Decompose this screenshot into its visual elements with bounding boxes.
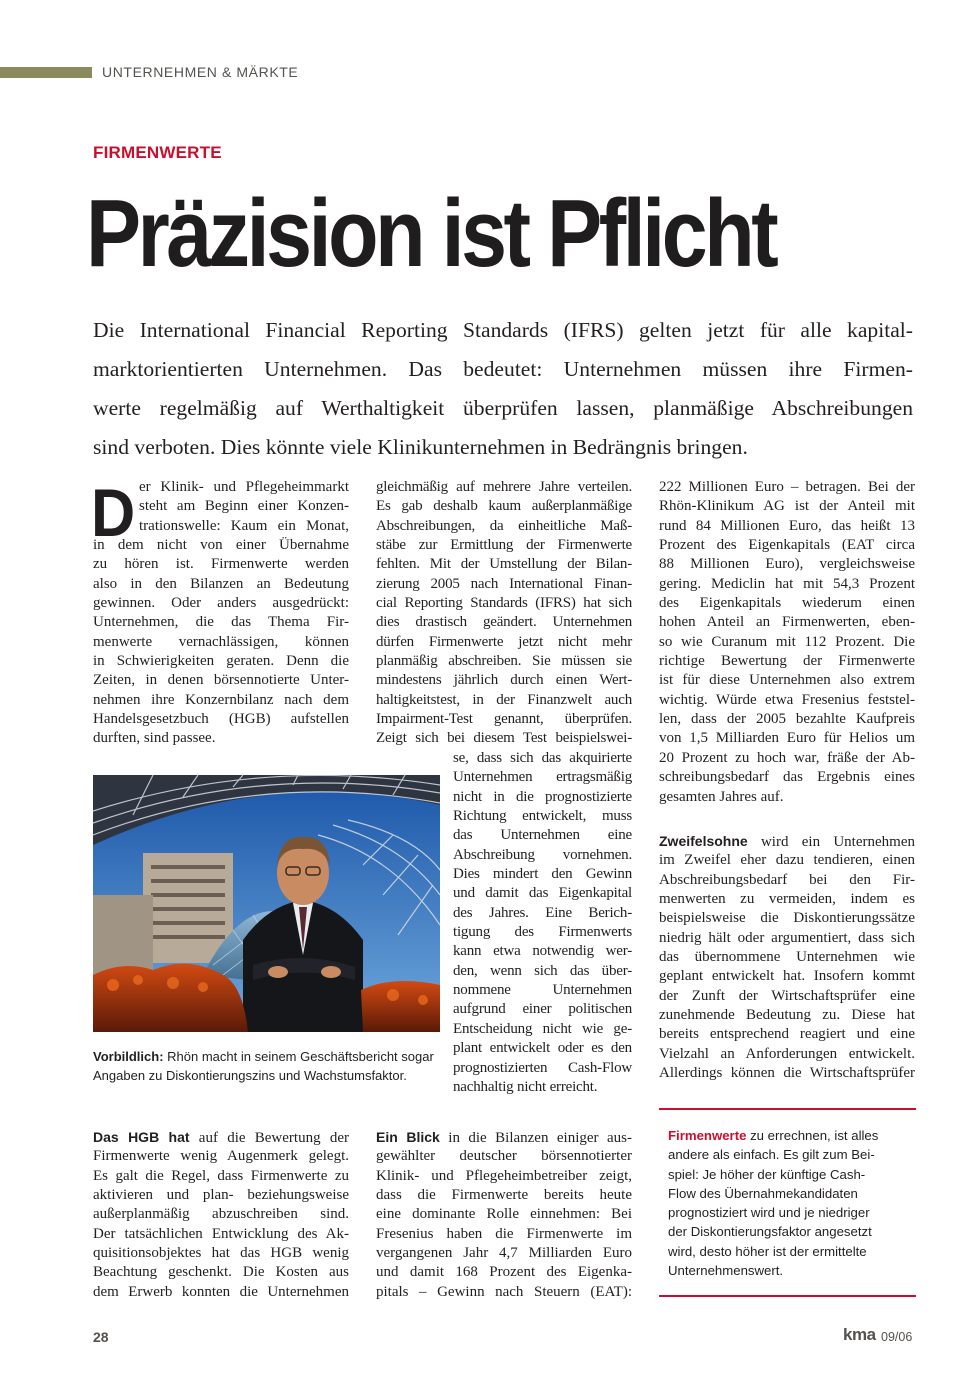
body-line: trationswelle: Kaum ein Monat, (139, 517, 349, 534)
sidebar-line: Flow des Übernahmekandidaten (668, 1185, 858, 1201)
body-line: richtige Bewertung der Firmenwerte (659, 653, 915, 670)
body-line: se, dass sich das akquirierte (453, 750, 632, 766)
body-line: plant entwickelt oder es den (453, 1040, 632, 1057)
body-line: menwerte vernachlässigen, können (93, 633, 349, 650)
body-line: rund 84 Millionen Euro, das heißt 13 (659, 517, 915, 534)
body-line: zierung 2005 nach International Finan- (376, 575, 632, 592)
body-line: aktivieren und plan- beziehungsweise (93, 1187, 349, 1204)
body-line: gesamten Jahres auf. (659, 788, 784, 805)
body-line: gewinnen. Oder anders ausgedrückt: (93, 595, 349, 612)
body-line: Rhön-Klinikum AG ist der Anteil mit (659, 498, 915, 515)
body-line: planmäßig abschreiben. Sie müssen sie (376, 653, 632, 670)
body-line: im Zweifel eher dazu tendieren, einen (659, 852, 915, 869)
body-line: zu hören ist. Firmenwerte werden (93, 556, 349, 573)
body-line: und damit das Eigenkapital (453, 885, 632, 902)
body-line: bereits entsprechend reagiert und eine (659, 1026, 915, 1043)
body-line: Allerdings können die Wirtschaftsprüfer (659, 1065, 915, 1082)
body-line: Abschreibungsbedarf bei den Fir- (659, 871, 915, 888)
body-line: niedrig hält oder argumentiert, dass sich (659, 929, 915, 946)
body-text: auf die Bewertung der (189, 1130, 349, 1146)
caption-text: Angaben zu Diskontierungszins und Wachstumsfaktor. (93, 1067, 407, 1083)
body-line: gewählter deutscher börsennotierter (376, 1148, 632, 1165)
body-line: wichtig. Würde etwa Fresenius feststel- (659, 691, 915, 708)
body-line: menwerten zu vermeiden, indem es (659, 891, 915, 908)
issue-number: 09/06 (881, 1330, 913, 1344)
lead-line: marktorientierten Unternehmen. Das bedeutet: Unternehmen müssen ihre Firmen- (93, 357, 913, 381)
runin-heading: Zweifelsohne (659, 833, 748, 849)
body-line: Vielzahl an Anforderungen entwickelt. (659, 1045, 915, 1062)
body-line: Klinik- und Pflegeheimbetreiber zeigt, (376, 1167, 632, 1184)
article-photo (93, 775, 440, 1032)
body-line: dürfen Firmenwerte jetzt nicht mehr (376, 633, 632, 650)
body-line: Es gab deshalb kaum außerplanmäßige (376, 498, 632, 515)
body-line: kann etwa notwendig wer- (453, 943, 632, 960)
col2-body-top (376, 478, 632, 749)
lead-line: Die International Financial Reporting Standards (IFRS) gelten jetzt für alle kapital- (93, 318, 913, 342)
body-line: quisitionsobjektes hat das HGB wenig (93, 1245, 349, 1262)
runin-heading: Das HGB hat (93, 1129, 190, 1145)
body-line: er Klinik- und Pflegeheimmarkt (139, 479, 349, 495)
body-line: dies drastisch geändert. Unternehmen (376, 614, 632, 631)
body-line: haltigkeitstest, in der Finanzwelt auch (376, 691, 632, 708)
lead-line: sind verboten. Dies könnte viele Klinikunternehmen in Bedrängnis bringen. (93, 435, 748, 459)
body-line: der Zunft der Wirtschaftsprüfer eine (659, 987, 915, 1004)
body-line: den, wenn sich das über- (453, 962, 632, 979)
body-line: steht am Beginn einer Konzen- (139, 498, 349, 515)
body-line: zunehmende Bedeutung zu. Diese hat (659, 1007, 915, 1024)
body-line: Es galt die Regel, dass Firmenwerte zu (93, 1167, 349, 1184)
col3-body-top (659, 478, 915, 807)
body-line: Dies mindert den Gewinn (453, 866, 632, 883)
body-line: Zeiten, in denen börsennotierte Unter- (93, 672, 349, 689)
body-line: in dem nicht von einer Übernahme (93, 537, 349, 553)
article-lead (93, 311, 913, 467)
caption-text: Rhön macht in seinem Geschäftsbericht sogar (163, 1049, 434, 1064)
body-line: fehlten. Mit der Umstellung der Bilan- (376, 556, 632, 573)
body-line: 222 Millionen Euro – betragen. Bei der (659, 479, 915, 495)
sidebar-line: wird, desto höher ist der ermittelte (668, 1243, 867, 1259)
body-line: das übernommene Unternehmen wie (659, 949, 915, 966)
body-line: eine dominante Rolle einnehmen: Bei (376, 1206, 632, 1223)
page-number: 28 (93, 1329, 109, 1345)
lead-line: werte regelmäßig auf Werthaltigkeit überprüfen lassen, planmäßige Abschreibungen (93, 396, 913, 420)
sidebar-highlight: Firmenwerte (668, 1128, 747, 1143)
body-line: Beachtung geschenkt. Die Kosten aus (93, 1264, 349, 1281)
body-line: stäbe zur Ermittlung der Firmenwerte (376, 537, 632, 554)
runin-heading: Ein Blick (376, 1129, 440, 1145)
body-line: Entscheidung nicht wie ge- (453, 1020, 632, 1037)
col1-body-bottom (93, 1128, 349, 1302)
body-line: 20 Prozent zu hoch war, fräße der Ab- (659, 749, 915, 766)
col3-body-mid (659, 832, 915, 1083)
body-line: Firmenwerte wenig Augenmerk gelegt. (93, 1148, 349, 1165)
body-line: nachhaltig nicht erreicht. (453, 1078, 598, 1095)
body-line: prognostizierten Cash-Flow (453, 1059, 632, 1076)
sidebar-line: der Diskontierungsfaktor angesetzt (668, 1224, 872, 1240)
body-line: hohen Anteil an Firmenwerten, eben- (659, 614, 915, 631)
magazine-logo: kma (843, 1325, 876, 1344)
body-text: in die Bilanzen einiger aus- (439, 1130, 632, 1146)
body-line: mindestens jährlich durch einen Wert- (376, 672, 632, 689)
sidebar-text (668, 1126, 908, 1280)
body-line: außerplanmäßig abzuschreiben sind. (93, 1206, 349, 1223)
col2-body-narrow (453, 749, 632, 1097)
body-line: in Schwierigkeiten geraten. Denn die (93, 653, 349, 670)
article-headline: Präzision ist Pflicht (86, 180, 776, 287)
body-line: len, dass der 2005 bezahlte Kaufpreis (659, 711, 915, 728)
body-line: und damit 168 Prozent des Eigenka- (376, 1264, 632, 1281)
body-line: geplant entwickelt hat. Insofern kommt (659, 968, 915, 985)
section-label: UNTERNEHMEN & MÄRKTE (102, 64, 299, 80)
body-line: aufgrund einer politischen (453, 1001, 632, 1018)
body-line: Fresenius haben die Firmenwerte im (376, 1225, 632, 1242)
sidebar-rule-top (659, 1108, 916, 1110)
body-line: das Unternehmen eine (453, 827, 632, 844)
section-color-bar (0, 67, 92, 78)
photo-caption (93, 1048, 433, 1085)
body-line: gering. Mediclin hat mit 54,3 Prozent (659, 575, 915, 592)
sidebar-line: prognostiziert wird und je niedriger (668, 1205, 870, 1221)
body-line: Unternehmen ertragsmäßig (453, 769, 632, 786)
body-line: Zeigt sich bei diesem Test beispielswei- (376, 730, 632, 747)
body-line: Impairment-Test genannt, überprüfen. (376, 711, 632, 728)
body-line: Prozent des Eigenkapitals (EAT circa (659, 537, 915, 554)
body-line: des Eigenkapitals wiederum einen (659, 595, 915, 612)
sidebar-line: zu errechnen, ist alles (746, 1128, 879, 1143)
body-line: 88 Millionen Euro), vergleichsweise (659, 556, 915, 573)
body-line: so wie Curanum mit 112 Prozent. Die (659, 633, 915, 650)
body-line: nicht in die prognostizierte (453, 788, 632, 805)
body-line: Richtung entwickelt, muss (453, 808, 632, 825)
body-line: dass die Firmenwerte bereits heute (376, 1187, 632, 1204)
col1-dropcap-lines (139, 478, 349, 536)
sidebar-line: andere als einfach. Es gilt zum Bei- (668, 1147, 875, 1163)
body-line: beispielsweise die Diskontierungssätze (659, 910, 915, 927)
body-line: pitals – Gewinn nach Steuern (EAT): (376, 1283, 632, 1300)
body-line: gleichmäßig auf mehrere Jahre verteilen. (376, 479, 632, 495)
body-line: nehmen ihre Konzernbilanz nach dem (93, 691, 349, 708)
body-line: vergangenen Jahr 4,7 Milliarden Euro (376, 1245, 632, 1262)
col1-body-top (93, 536, 349, 749)
body-line: tigung des Firmenwerts (453, 924, 632, 941)
caption-label: Vorbildlich: (93, 1049, 164, 1064)
article-kicker: FIRMENWERTE (93, 143, 222, 162)
body-line: Abschreibung vornehmen. (453, 846, 632, 863)
body-line: also in den Bilanzen an Bedeutung (93, 575, 349, 592)
body-line: schreibungsbedarf das Ergebnis eines (659, 769, 915, 786)
body-line: von 1,5 Milliarden Euro für Helios um (659, 730, 915, 747)
sidebar-rule-bottom (659, 1295, 916, 1297)
body-line: Der tatsächlichen Entwicklung des Ak- (93, 1225, 349, 1242)
col2-body-bottom (376, 1128, 632, 1302)
sidebar-line: Unternehmenswert. (668, 1263, 784, 1279)
body-line: cial Reporting Standards (IFRS) hat sich (376, 595, 632, 612)
body-line: dem Erwerb konnten die Unternehmen (93, 1283, 349, 1300)
body-line: nommene Unternehmen (453, 982, 632, 999)
body-line: Abschreibungen, da einheitliche Maß- (376, 517, 632, 534)
body-line: des Jahres. Eine Berich- (453, 904, 632, 921)
body-text: wird ein Unternehmen (747, 834, 915, 850)
body-line: Handelsgesetzbuch (HGB) aufstellen (93, 711, 349, 728)
body-line: Unternehmen, die das Thema Fir- (93, 614, 349, 631)
body-line: durften, sind passee. (93, 730, 216, 747)
body-line: ist für diese Unternehmen also extrem (659, 672, 915, 689)
sidebar-line: spiel: Je höher der künftige Cash- (668, 1166, 866, 1182)
drop-cap: D (91, 475, 136, 551)
